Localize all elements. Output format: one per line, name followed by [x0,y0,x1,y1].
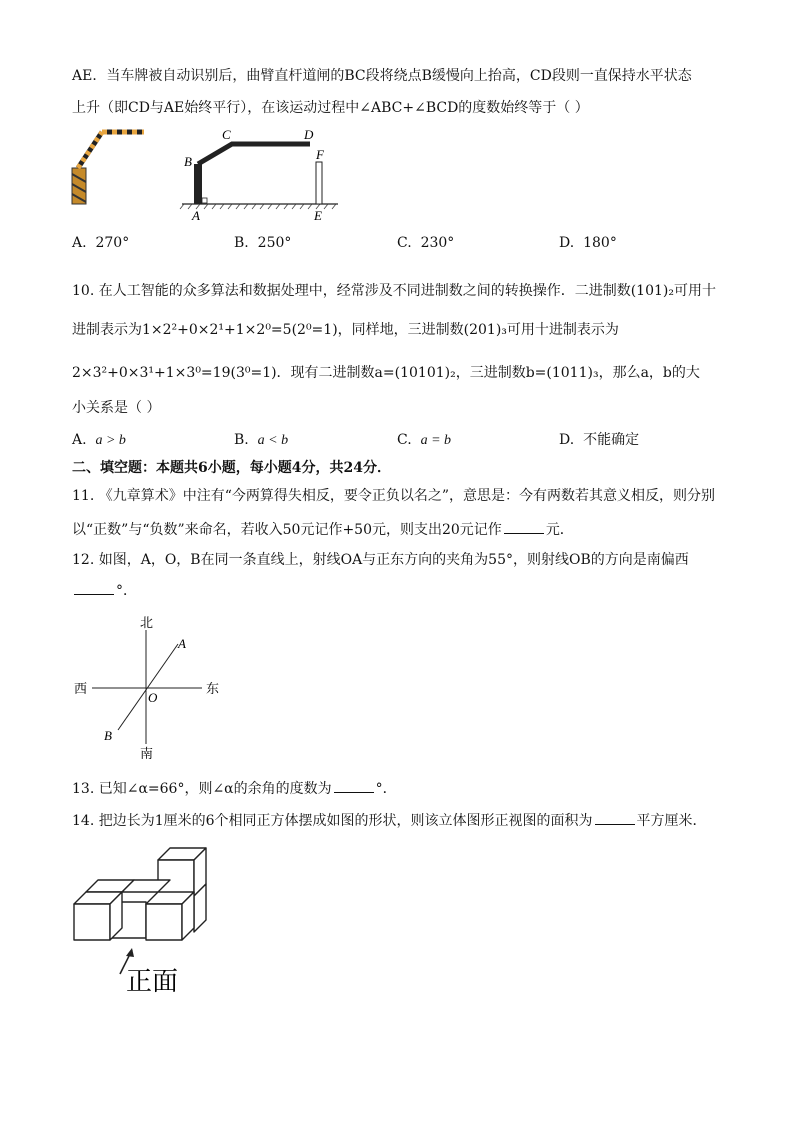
point-a-label: A [178,636,186,651]
q9-option-a[interactable]: A. 270° [72,235,130,251]
q14-cubes-figure [70,840,220,1000]
q10-option-b[interactable]: B. a < b [234,432,289,448]
q12-line-1: 12. 如图，A，O，B在同一条直线上，射线OA与正东方向的夹角为55°，则射线OB的方向是南偏西 [72,552,689,568]
q10-option-a[interactable]: A. a > b [72,432,126,448]
q14-answer-blank[interactable] [595,810,635,825]
compass-north-label: 北 [140,615,154,630]
q11-line-2: 以“正数”与“负数”来命名，若收入50元记作+50元，则支出20元记作 元． [72,519,574,540]
q9-option-c[interactable]: C. 230° [397,235,455,251]
point-b-label: B [104,728,112,743]
q9-line-2: 上升（即CD与AE始终平行），在该运动过程中∠ABC+∠BCD的度数始终等于（ ） [72,100,589,116]
q9-barrier-figure [66,124,346,224]
barrier-photo-icon [72,132,144,204]
label-a: A [192,208,200,223]
q10-option-d[interactable]: D. 不能确定 [559,432,640,448]
q9-option-d[interactable]: D. 180° [559,235,617,251]
q10-line-2: 进制表示为1×2²+0×2¹+1×2⁰=5(2⁰=1)，同样地，三进制数(201)₃可用十进制表示为 [72,322,619,338]
compass-east-label: 东 [206,681,220,696]
label-d: D [304,127,314,142]
label-c: C [222,127,231,142]
point-o-label: O [148,690,158,705]
compass-west-label: 西 [74,681,88,696]
label-e: E [314,208,322,223]
section-2-heading: 二、填空题：本题共6小题，每小题4分，共24分． [72,460,391,476]
label-f: F [316,147,324,162]
q12-answer-blank[interactable] [74,580,114,595]
q10-line-1: 10. 在人工智能的众多算法和数据处理中，经常涉及不同进制数之间的转换操作．二进制数(101)₂可用十 [72,283,716,299]
q12-line-2: °． [72,580,137,601]
q10-line-3: 2×3²+0×3¹+1×3⁰=19(3⁰=1)．现有二进制数a=(10101)₂，三进制数b=(1011)₃，那么a，b的大 [72,365,700,381]
q9-option-b[interactable]: B. 250° [234,235,292,251]
label-b: B [184,154,192,169]
q11-line-1: 11. 《九章算术》中注有“今两算得失相反，要令正负以名之”，意思是：今有两数若其意义相反，则分别 [72,488,716,504]
q13-answer-blank[interactable] [334,778,374,793]
q13-line-1: 13. 已知∠α=66°，则∠α的余角的度数为 °． [72,778,397,799]
q9-line-1: AE．当车牌被自动识别后，曲臂直杆道闸的BC段将绕点B缓慢向上抬高，CD段则一直保持水平状态 [72,68,692,84]
front-label: 正面 [126,967,179,996]
q12-compass-figure [70,612,230,762]
q10-line-4: 小关系是（ ） [72,400,161,416]
q14-line-1: 14. 把边长为1厘米的6个相同正方体摆成如图的形状，则该立体图形正视图的面积为 平方厘米． [72,810,707,831]
q11-answer-blank[interactable] [504,519,544,534]
q10-option-c[interactable]: C. a = b [397,432,452,448]
compass-south-label: 南 [140,746,154,761]
